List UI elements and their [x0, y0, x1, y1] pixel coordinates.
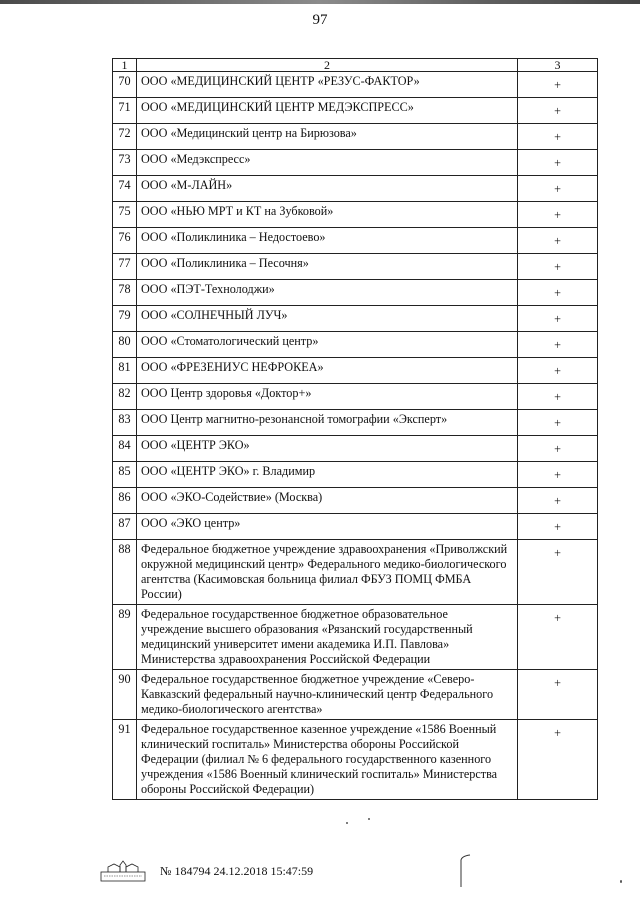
plus-mark: + — [554, 338, 561, 352]
table-header-row — [113, 59, 598, 72]
table-row — [113, 202, 598, 228]
organization-name: ООО «МЕДИЦИНСКИЙ ЦЕНТР МЕДЭКСПРЕСС» — [137, 98, 518, 124]
table-row — [113, 72, 598, 98]
row-number: 89 — [113, 605, 137, 670]
row-number: 72 — [113, 124, 137, 150]
row-number: 79 — [113, 306, 137, 332]
row-mark-cell — [518, 358, 598, 384]
organization-name: ООО «ЦЕНТР ЭКО» г. Владимир — [137, 462, 518, 488]
row-number: 87 — [113, 514, 137, 540]
organization-name: Федеральное государственное бюджетное учреждение «Северо-Кавказский федеральный научно-клинический центр Федерального медико-биологического агентства» — [137, 670, 518, 720]
scan-edge — [0, 0, 640, 4]
row-number: 80 — [113, 332, 137, 358]
scan-speck — [620, 880, 622, 883]
table-row — [113, 332, 598, 358]
row-mark-cell — [518, 332, 598, 358]
table-row — [113, 228, 598, 254]
organization-name: ООО «ЦЕНТР ЭКО» — [137, 436, 518, 462]
table-row — [113, 720, 598, 800]
row-number: 76 — [113, 228, 137, 254]
plus-mark: + — [554, 182, 561, 196]
footer — [100, 854, 620, 894]
row-mark-cell — [518, 98, 598, 124]
plus-mark: + — [554, 494, 561, 508]
table-row — [113, 605, 598, 670]
organization-name: ООО «Поликлиника – Песочня» — [137, 254, 518, 280]
organization-name: ООО «ЭКО центр» — [137, 514, 518, 540]
plus-mark: + — [554, 130, 561, 144]
organization-name: ООО «ПЭТ-Технолоджи» — [137, 280, 518, 306]
table-row — [113, 150, 598, 176]
plus-mark: + — [554, 260, 561, 274]
table-row — [113, 488, 598, 514]
table-row — [113, 670, 598, 720]
plus-mark: + — [554, 78, 561, 92]
plus-mark: + — [554, 286, 561, 300]
row-mark-cell — [518, 254, 598, 280]
organization-name: ООО «Стоматологический центр» — [137, 332, 518, 358]
table-row — [113, 254, 598, 280]
row-mark-cell — [518, 514, 598, 540]
scan-speck — [346, 822, 348, 824]
plus-mark: + — [554, 442, 561, 456]
row-number: 90 — [113, 670, 137, 720]
organization-name: ООО Центр здоровья «Доктор+» — [137, 384, 518, 410]
plus-mark: + — [554, 676, 561, 690]
row-mark-cell — [518, 306, 598, 332]
scan-speck — [368, 818, 370, 820]
organization-name: ООО «МЕДИЦИНСКИЙ ЦЕНТР «РЕЗУС-ФАКТОР» — [137, 72, 518, 98]
plus-mark: + — [554, 520, 561, 534]
table-row — [113, 436, 598, 462]
row-number: 84 — [113, 436, 137, 462]
row-number: 83 — [113, 410, 137, 436]
row-mark-cell — [518, 202, 598, 228]
organization-name: Федеральное государственное бюджетное образовательное учреждение высшего образования «Рязанский государственный медицинский университет имени академика И.П. Павлова» Министерства здравоохранения Российской Федерации — [137, 605, 518, 670]
table-row — [113, 514, 598, 540]
plus-mark: + — [554, 390, 561, 404]
row-mark-cell — [518, 72, 598, 98]
organization-name: ООО «Поликлиника – Недостоево» — [137, 228, 518, 254]
plus-mark: + — [554, 104, 561, 118]
row-mark-cell — [518, 540, 598, 605]
row-mark-cell — [518, 670, 598, 720]
row-number: 75 — [113, 202, 137, 228]
plus-mark: + — [554, 416, 561, 430]
plus-mark: + — [554, 156, 561, 170]
plus-mark: + — [554, 546, 561, 560]
organization-name: ООО «Медэкспресс» — [137, 150, 518, 176]
organization-name: ООО Центр магнитно-резонансной томографии «Эксперт» — [137, 410, 518, 436]
plus-mark: + — [554, 234, 561, 248]
row-number: 74 — [113, 176, 137, 202]
row-mark-cell — [518, 124, 598, 150]
table-row — [113, 358, 598, 384]
row-number: 78 — [113, 280, 137, 306]
row-number: 91 — [113, 720, 137, 800]
header-col-2: 2 — [137, 59, 518, 72]
row-mark-cell — [518, 462, 598, 488]
printing-house-stamp-icon — [100, 860, 146, 882]
row-number: 86 — [113, 488, 137, 514]
organization-name: ООО «ФРЕЗЕНИУС НЕФРОКЕА» — [137, 358, 518, 384]
row-number: 73 — [113, 150, 137, 176]
table-row — [113, 384, 598, 410]
table-row — [113, 176, 598, 202]
document-code: № 184794 24.12.2018 15:47:59 — [160, 864, 314, 878]
plus-mark: + — [554, 312, 561, 326]
row-number: 77 — [113, 254, 137, 280]
row-mark-cell — [518, 410, 598, 436]
organization-name: ООО «СОЛНЕЧНЫЙ ЛУЧ» — [137, 306, 518, 332]
row-mark-cell — [518, 436, 598, 462]
header-col-3: 3 — [518, 59, 598, 72]
row-mark-cell — [518, 280, 598, 306]
table-row — [113, 462, 598, 488]
row-mark-cell — [518, 228, 598, 254]
organization-name: ООО «ЭКО-Содействие» (Москва) — [137, 488, 518, 514]
row-mark-cell — [518, 720, 598, 800]
plus-mark: + — [554, 726, 561, 740]
organization-name: Федеральное бюджетное учреждение здравоохранения «Приволжский окружной медицинский центр» Федерального медико-биологического агентства (Касимовская больница филиал ФБУЗ ПОМЦ ФМБА России) — [137, 540, 518, 605]
row-mark-cell — [518, 384, 598, 410]
table-row — [113, 540, 598, 605]
table-row — [113, 306, 598, 332]
organizations-table — [112, 58, 598, 800]
row-number: 88 — [113, 540, 137, 605]
table-row — [113, 410, 598, 436]
row-number: 71 — [113, 98, 137, 124]
row-number: 85 — [113, 462, 137, 488]
plus-mark: + — [554, 364, 561, 378]
signature-mark — [458, 854, 472, 888]
row-mark-cell — [518, 176, 598, 202]
row-mark-cell — [518, 488, 598, 514]
row-mark-cell — [518, 150, 598, 176]
row-number: 81 — [113, 358, 137, 384]
row-number: 70 — [113, 72, 137, 98]
organization-name: ООО «Медицинский центр на Бирюзова» — [137, 124, 518, 150]
header-col-1: 1 — [113, 59, 137, 72]
table-row — [113, 98, 598, 124]
row-mark-cell — [518, 605, 598, 670]
plus-mark: + — [554, 208, 561, 222]
plus-mark: + — [554, 468, 561, 482]
organization-name: ООО «М-ЛАЙН» — [137, 176, 518, 202]
organization-name: Федеральное государственное казенное учреждение «1586 Военный клинический госпиталь» Министерства обороны Российской Федерации (филиал № 6 федерального государственного казенного учреждения «1586 Военный клинический госпиталь» Министерства обороны Российской Федерации) — [137, 720, 518, 800]
page-number: 97 — [312, 12, 328, 28]
plus-mark: + — [554, 611, 561, 625]
row-number: 82 — [113, 384, 137, 410]
organization-name: ООО «НЬЮ МРТ и КТ на Зубковой» — [137, 202, 518, 228]
table-row — [113, 280, 598, 306]
table-row — [113, 124, 598, 150]
